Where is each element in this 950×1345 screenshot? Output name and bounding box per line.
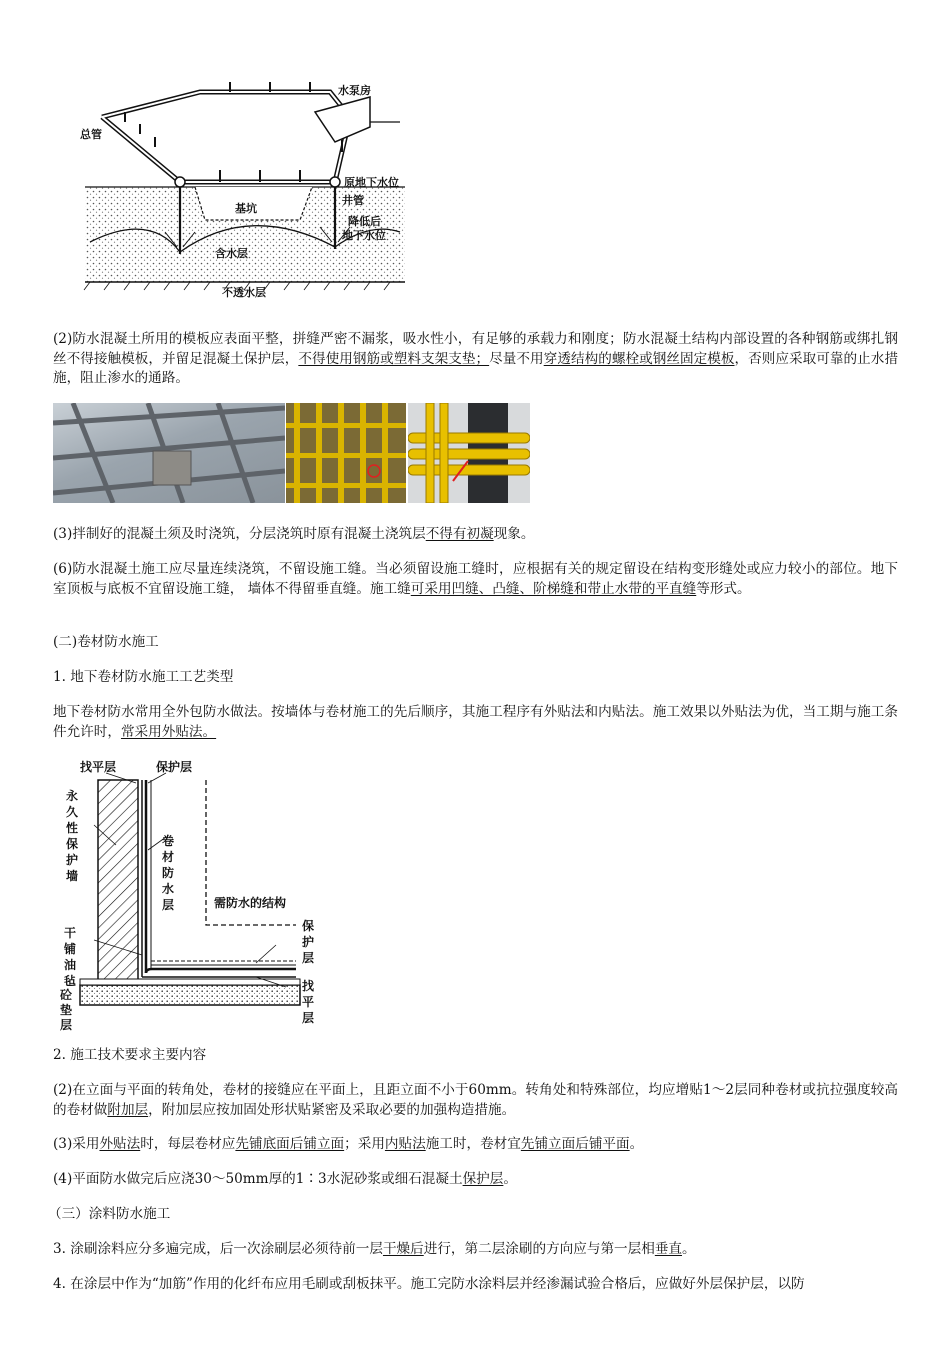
svg-text:干: 干 [64,926,77,940]
svg-text:墙: 墙 [66,869,79,883]
svg-text:层: 层 [162,898,175,912]
section-heading-membrane: (二)卷材防水施工 [53,634,159,650]
label-lowered-2: 地下水位 [342,229,386,242]
label-permanent-wall [66,788,78,883]
svg-text:久: 久 [66,805,79,819]
label-well-pipe: 井管 [342,194,364,207]
permanent-protection-wall [98,780,138,985]
svg-text:护: 护 [66,853,79,867]
label-structure: 需防水的结构 [214,896,287,910]
svg-text:垫: 垫 [60,1003,73,1017]
subheading-membrane-types: 1. 地下卷材防水施工工艺类型 [53,669,234,685]
svg-text:卷: 卷 [162,834,175,848]
label-protection-top: 保护层 [156,760,193,774]
label-lowered-1: 降低后 [348,215,381,228]
photo-formwork [286,403,406,503]
label-dry-felt [63,925,76,988]
label-pump-house: 水泵房 [338,84,371,97]
paragraph-protection-layer: (4)平面防水做完后应浇30～50mm厚的1∶3水泥砂浆或细石混凝土保护层。 [53,1171,517,1187]
svg-text:永: 永 [66,789,79,803]
paragraph-membrane-method: 地下卷材防水常用全外包防水做法。按墙体与卷材施工的先后顺序，其施工程序有外贴法和内贴法。施工效果以外贴法为优，当工期与施工条件允许时，常采用外贴法。 [53,704,898,740]
label-original-water-table: 原地下水位 [344,176,399,189]
concrete-cushion [80,985,300,1005]
svg-text:铺: 铺 [64,942,77,956]
svg-text:护: 护 [302,935,315,949]
svg-text:毡: 毡 [64,974,77,988]
svg-text:材: 材 [162,850,175,864]
svg-text:层: 层 [302,951,315,965]
label-leveling-right [302,978,314,1025]
svg-text:保: 保 [302,919,315,933]
label-main-pipe: 总管 [80,128,102,141]
subheading-technical-requirements: 2. 施工技术要求主要内容 [53,1047,207,1063]
pump-house [315,97,370,142]
membrane-section-diagram [56,755,326,1035]
label-aquifer: 含水层 [215,247,248,260]
svg-text:水: 水 [162,882,175,896]
svg-text:油: 油 [64,958,77,972]
svg-text:防: 防 [162,866,175,880]
concrete-spacer-block [153,451,191,485]
photo-rebar-spacer [53,403,285,503]
label-impermeable: 不透水层 [222,286,266,299]
paragraph-application-order: (3)采用外贴法时，每层卷材应先铺底面后铺立面；采用内贴法施工时，卷材宜先铺立面后铺平面。 [53,1136,644,1152]
label-cushion [60,987,72,1032]
svg-text:保: 保 [66,837,79,851]
section-heading-coating: （三）涂料防水施工 [48,1206,171,1222]
svg-text:找: 找 [302,979,315,993]
paragraph-fabric-reinforcement: 4. 在涂层中作为“加筋”作用的化纤布应用毛刷或刮板抹平。施工完防水涂料层并经渗漏试验合格后，应做好外层保护层，以防 [53,1276,805,1292]
svg-text:平: 平 [302,995,315,1009]
label-protection-right [302,918,314,965]
dewatering-diagram [80,82,410,302]
svg-text:层: 层 [60,1018,73,1032]
paragraph-formwork: (2)防水混凝土所用的模板应表面平整，拼缝严密不漏浆，吸水性小，有足够的承载力和刚度；防水混凝土结构内部设置的各种钢筋或绑扎钢丝不得接触模板，并留足混凝土保护层，不得使用钢筋或塑料支架支垫；尽量不用穿透结构的螺栓或钢丝固定模板，否则应采取可靠的止水措施，阻止渗水的通路。 [53,331,899,386]
label-pit: 基坑 [235,202,257,215]
svg-text:层: 层 [302,1011,315,1025]
photo-pipe-fixing [408,403,530,503]
paragraph-corner-joints: (2)在立面与平面的转角处，卷材的接缝应在平面上，且距立面不小于60mm。转角处和特殊部位，均应增贴1～2层同种卷材或抗拉强度较高的卷材做附加层，附加层应按加固处形状贴紧密及采取必要的加强构造措施。 [53,1082,898,1118]
paragraph-pouring: (3)拌制好的混凝土须及时浇筑，分层浇筑时原有混凝土浇筑层不得有初凝现象。 [53,526,535,542]
svg-text:砼: 砼 [60,988,73,1002]
label-leveling-top: 找平层 [80,760,117,774]
label-membrane-layer [162,833,174,912]
paragraph-construction-joint: (6)防水混凝土施工应尽量连续浇筑，不留设施工缝。当必须留设施工缝时，应根据有关的规定留设在结构变形缝处或应力较小的部位。地下室顶板与底板不宜留设施工缝， 墙体不得留垂直缝。施工缝可采用凹缝、凸缝、阶梯缝和带止水带的平直缝等形式。 [53,561,898,597]
svg-text:性: 性 [66,821,79,835]
paragraph-coating-layers: 3. 涂刷涂料应分多遍完成，后一次涂刷层必须待前一层干燥后进行，第二层涂刷的方向应与第一层相垂直。 [53,1241,696,1257]
